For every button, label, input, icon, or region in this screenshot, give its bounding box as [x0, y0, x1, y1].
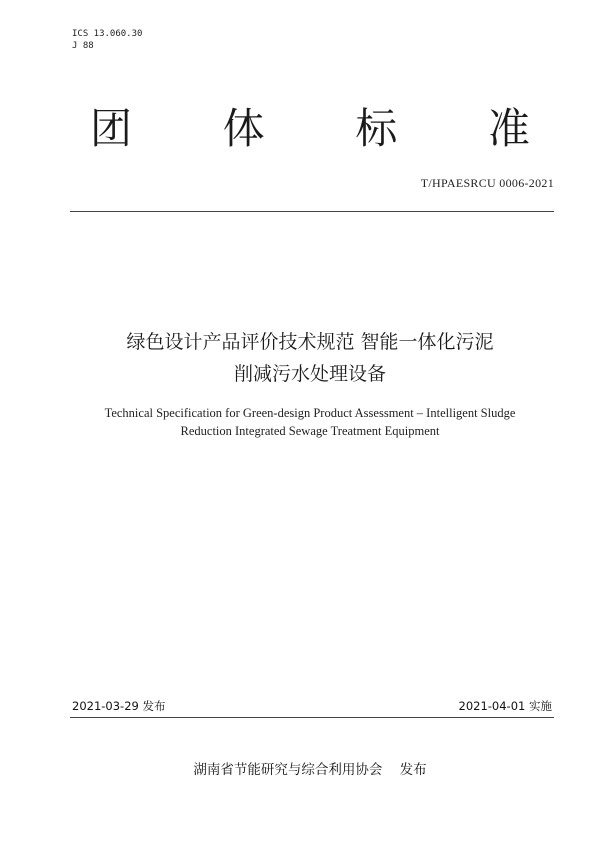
implementation-date: 2021-04-01 实施 [458, 699, 552, 713]
chinese-title-line-2: 削减污水处理设备 [233, 363, 386, 385]
title-char-3: 标 [355, 104, 398, 153]
publisher: 湖南省节能研究与综合利用协会 发布 [193, 762, 427, 778]
standard-number: T/HPAESRCU 0006-2021 [420, 176, 554, 190]
title-char-1: 团 [90, 104, 133, 153]
english-title-line-2: Reduction Integrated Sewage Treatment Equipment [180, 424, 440, 438]
english-title [40, 404, 580, 440]
ccs-code: J 88 [72, 41, 94, 51]
bottom-divider [70, 717, 554, 718]
title-char-4: 准 [487, 104, 530, 153]
chinese-title-line-1: 绿色设计产品评价技术规范 智能一体化污泥 [126, 331, 494, 353]
chinese-title [40, 326, 580, 390]
ics-code: ICS 13.060.30 [72, 29, 143, 39]
classification-codes [72, 28, 142, 52]
english-title-line-1: Technical Specification for Green-design Product Assessment – Intelligent Sludge [104, 406, 516, 420]
top-divider [70, 211, 554, 212]
standard-type-title [90, 96, 530, 156]
issue-date: 2021-03-29 发布 [72, 699, 166, 713]
title-char-2: 体 [222, 104, 265, 153]
